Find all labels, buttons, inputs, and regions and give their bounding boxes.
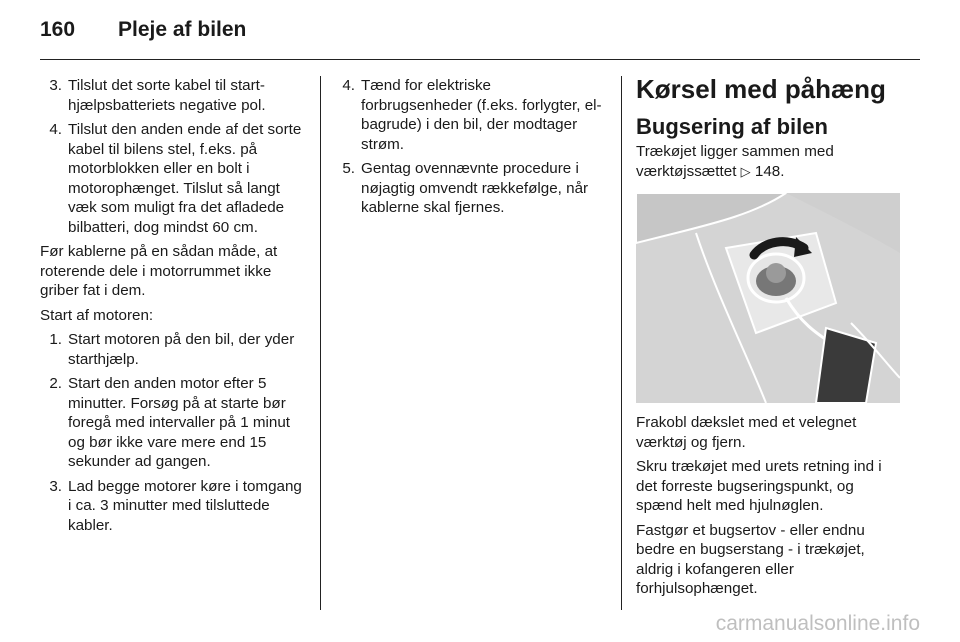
column-1 — [40, 76, 305, 540]
list-item — [40, 477, 305, 536]
step-number: 4. — [342, 77, 355, 94]
step-text: Start motoren på den bil, der yder starthjælp. — [68, 331, 295, 368]
list-item — [333, 159, 605, 218]
step-text: Start den anden motor efter 5 minutter. Forsøg på at starte bør foregå med intervaller på 1 minut og bør ikke vare mere end 15 sekunder ad gangen. — [68, 375, 291, 470]
intro-paragraph — [636, 142, 904, 181]
page-number: 160 — [40, 18, 76, 41]
step-text: Tænd for elektriske forbrugsenheder (f.eks. forlygter, el-bagrude) i den bil, der modtager strøm. — [361, 77, 602, 153]
column-2 — [333, 76, 605, 223]
steps-list-c — [333, 76, 605, 218]
step-number: 4. — [49, 121, 62, 138]
step-text: Tilslut det sorte kabel til start-hjælpsbatteriets negative pol. — [68, 77, 266, 114]
towing-eye-illustration — [636, 193, 900, 403]
attach-tow-paragraph: Fastgør et bugsertov - eller endnu bedre en bugserstang - i trækøjet, aldrig i kofangeren eller forhjulsophænget. — [636, 521, 865, 597]
section-subheading: Bugsering af bilen — [636, 114, 828, 139]
page-reference: 148. — [754, 162, 785, 180]
triangle-right-icon: ▷ — [740, 163, 751, 179]
step-text: Gentag ovennævnte procedure i nøjagtig omvendt rækkefølge, når kablerne skal fjernes. — [361, 160, 589, 216]
section-heading: Kørsel med påhæng — [636, 74, 886, 104]
step-number: 2. — [49, 375, 62, 392]
header-divider — [40, 59, 920, 60]
screw-in-paragraph: Skru trækøjet med urets retning ind i det forreste bugseringspunkt, og spænd helt med hjulnøglen. — [636, 458, 882, 514]
towing-eye-drawing — [636, 193, 900, 403]
watermark: carmanualsonline.info — [715, 612, 920, 635]
column-3 — [636, 76, 904, 604]
step-text: Lad begge motorer køre i tomgang i ca. 3 minutter med tilsluttede kabler. — [68, 477, 302, 534]
step-text: Tilslut den anden ende af det sorte kabel til bilens stel, f.eks. på motorblokken eller en bolt i motorophænget. Tilslut så langt væk som muligt fra det afladede bilbatteri, dog mindst 60 cm. — [68, 121, 302, 236]
steps-list-b — [40, 330, 305, 535]
list-item — [40, 120, 305, 237]
intro-text: Trækøjet ligger sammen med værktøjssættet — [636, 143, 834, 180]
engine-start-heading: Start af motoren: — [40, 306, 154, 324]
list-item — [40, 374, 305, 472]
list-item — [333, 76, 605, 154]
step-number: 3. — [49, 477, 62, 495]
column-divider — [320, 76, 321, 610]
step-number: 5. — [342, 160, 355, 177]
page-header — [40, 18, 246, 48]
steps-list-a — [40, 76, 305, 237]
step-number: 1. — [49, 331, 62, 348]
cover-removal-paragraph: Frakobl dækslet med et velegnet værktøj og fjern. — [636, 414, 857, 451]
page-title: Pleje af bilen — [118, 18, 247, 41]
step-number: 3. — [49, 77, 62, 94]
list-item — [40, 330, 305, 369]
column-divider — [621, 76, 622, 610]
cable-routing-paragraph: Før kablerne på en sådan måde, at roterende dele i motorrummet ikke griber fat i dem. — [40, 243, 278, 299]
list-item — [40, 76, 305, 115]
